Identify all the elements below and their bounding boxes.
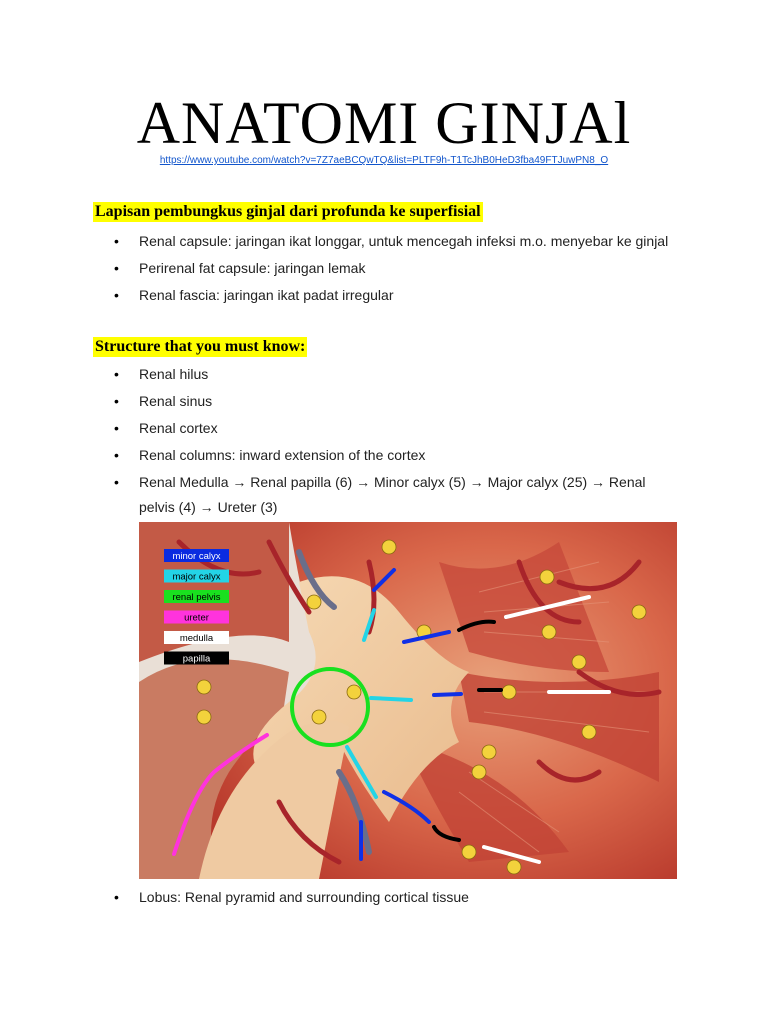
legend-label: papilla: [182, 653, 211, 665]
structures-list: [114, 362, 684, 522]
legend-label: renal pelvis: [172, 592, 221, 603]
list-item: • Renal fascia: jaringan ikat padat irregular: [114, 283, 684, 308]
list-item: • Renal columns: inward extension of the cortex: [114, 443, 684, 468]
youtube-link[interactable]: https://www.youtube.com/watch?v=7Z7aeBCQwTQ&list=PLTF9h-T1TcJhB0HeD3fba49FTJuwPN8_O: [159, 155, 609, 166]
list-item: • Renal cortex: [114, 416, 684, 441]
list-item: • Renal hilus: [114, 362, 684, 387]
footer-list: [114, 885, 684, 912]
legend-label: minor calyx: [172, 551, 221, 562]
list-item: • Renal capsule: jaringan ikat longgar, untuk mencegah infeksi m.o. menyebar ke ginjal: [114, 229, 684, 254]
list-item: • Lobus: Renal pyramid and surrounding cortical tissue: [114, 885, 684, 910]
legend-label: major calyx: [172, 571, 221, 583]
page-title: ANATOMI GINJAl: [136, 90, 632, 156]
legend-label: ureter: [184, 612, 209, 624]
list-item: • Renal Medulla → Renal papilla (6) → Minor calyx (5) → Major calyx (25) → Renal pelvis (4) → Ureter (3): [114, 470, 684, 520]
section-heading-layers: Lapisan pembungkus ginjal dari profunda ke superfisial: [95, 203, 481, 220]
kidney-model-photo: [139, 522, 677, 879]
list-item: • Perirenal fat capsule: jaringan lemak: [114, 256, 684, 281]
list-item: • Renal sinus: [114, 389, 684, 414]
section-heading-structures: Structure that you must know:: [95, 338, 306, 355]
legend-label: medulla: [179, 633, 214, 644]
layers-list: [114, 229, 684, 310]
